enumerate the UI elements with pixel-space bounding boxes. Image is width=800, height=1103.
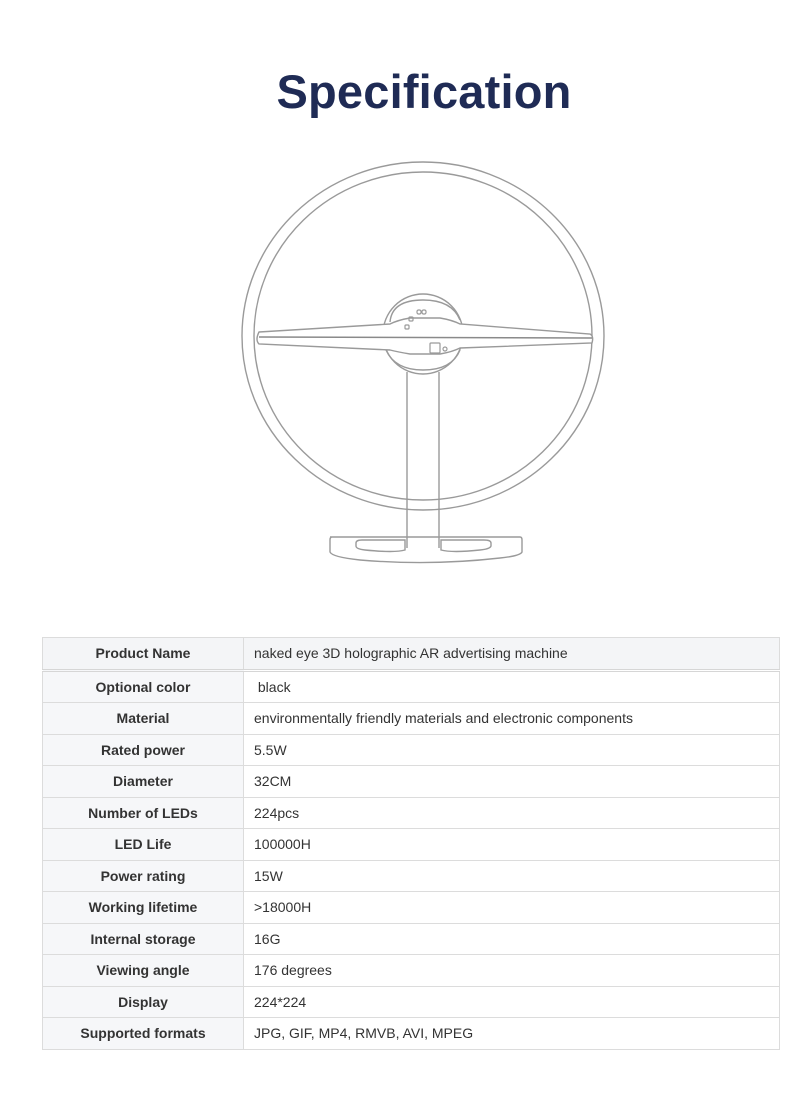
blade-centerline <box>259 337 592 338</box>
spec-value: 224*224 <box>244 986 780 1018</box>
spec-label: Viewing angle <box>43 955 244 987</box>
table-row <box>43 829 780 861</box>
table-row <box>43 955 780 987</box>
stand-base <box>330 537 522 563</box>
spec-value: 100000H <box>244 829 780 861</box>
spec-label: Supported formats <box>43 1018 244 1050</box>
table-row <box>43 638 780 671</box>
spec-label: Display <box>43 986 244 1018</box>
spec-value: >18000H <box>244 892 780 924</box>
table-row <box>43 892 780 924</box>
spec-label: Number of LEDs <box>43 797 244 829</box>
table-row <box>43 766 780 798</box>
table-row <box>43 734 780 766</box>
spec-label: Power rating <box>43 860 244 892</box>
table-row <box>43 860 780 892</box>
spec-value: 5.5W <box>244 734 780 766</box>
spec-value: 224pcs <box>244 797 780 829</box>
table-row <box>43 1018 780 1050</box>
spec-label: Diameter <box>43 766 244 798</box>
stand-pillar <box>407 372 439 548</box>
spec-value: black <box>244 670 780 703</box>
spec-value: environmentally friendly materials and electronic components <box>244 703 780 735</box>
table-row <box>43 670 780 703</box>
table-row <box>43 923 780 955</box>
spec-label: Product Name <box>43 638 244 671</box>
spec-value: 16G <box>244 923 780 955</box>
spec-label: Optional color <box>43 670 244 703</box>
spec-label: LED Life <box>43 829 244 861</box>
table-row <box>43 986 780 1018</box>
blade <box>257 318 593 354</box>
spec-value: 176 degrees <box>244 955 780 987</box>
spec-label: Internal storage <box>43 923 244 955</box>
spec-value: 15W <box>244 860 780 892</box>
spec-label: Working lifetime <box>43 892 244 924</box>
spec-label: Material <box>43 703 244 735</box>
specification-table <box>42 637 780 1050</box>
spec-value: naked eye 3D holographic AR advertising machine <box>244 638 780 671</box>
page-title: Specification <box>276 65 572 118</box>
spec-label: Rated power <box>43 734 244 766</box>
spec-value: 32CM <box>244 766 780 798</box>
table-row <box>43 703 780 735</box>
spec-value: JPG, GIF, MP4, RMVB, AVI, MPEG <box>244 1018 780 1050</box>
table-row <box>43 797 780 829</box>
